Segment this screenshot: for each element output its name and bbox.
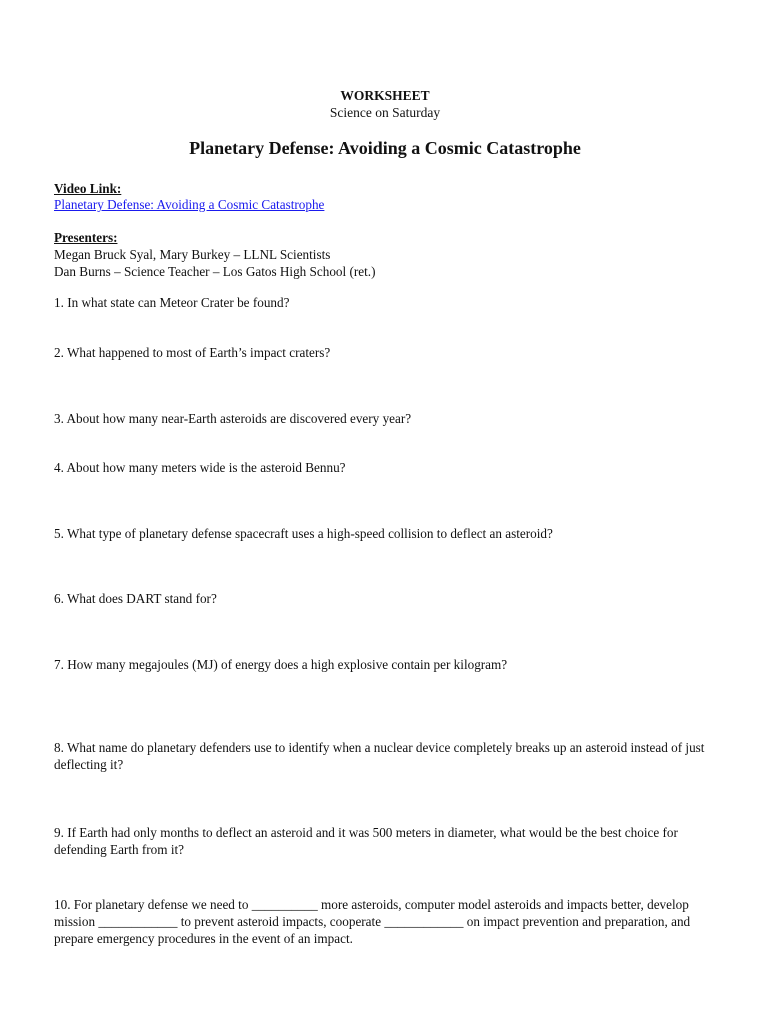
question-4: 4. About how many meters wide is the asteroid Bennu?: [54, 460, 346, 475]
question-5: 5. What type of planetary defense spacecraft uses a high-speed collision to deflect an asteroid?: [54, 526, 553, 541]
presenters-line-1: Megan Bruck Syal, Mary Burkey – LLNL Scientists: [54, 247, 331, 262]
question-1: 1. In what state can Meteor Crater be found?: [54, 295, 290, 310]
worksheet-subtitle: Science on Saturday: [329, 105, 441, 120]
question-8: 8. What name do planetary defenders use to identify when a nuclear device completely breaks up an asteroid instead of just deflecting it?: [54, 740, 705, 772]
video-link-heading: Video Link:: [54, 181, 122, 196]
worksheet-label: WORKSHEET: [340, 88, 430, 103]
question-3: 3. About how many near-Earth asteroids are discovered every year?: [54, 411, 412, 426]
question-10: 10. For planetary defense we need to __________ more asteroids, computer model asteroids and impacts better, develop mission ____________ to prevent asteroid impacts, cooperate ____________ on impact prevention and preparation, and prepare emergency procedures in the event of an impact.: [54, 897, 691, 946]
question-7: 7. How many megajoules (MJ) of energy does a high explosive contain per kilogram?: [54, 657, 508, 672]
question-9: 9. If Earth had only months to deflect an asteroid and it was 500 meters in diameter, what would be the best choice for defending Earth from it?: [54, 825, 678, 857]
question-2: 2. What happened to most of Earth’s impact craters?: [54, 345, 331, 360]
question-6: 6. What does DART stand for?: [54, 591, 217, 606]
presenters-heading: Presenters:: [54, 230, 118, 245]
video-link[interactable]: Planetary Defense: Avoiding a Cosmic Catastrophe: [54, 197, 325, 212]
presenters-line-2: Dan Burns – Science Teacher – Los Gatos High School (ret.): [54, 264, 376, 279]
page-title: Planetary Defense: Avoiding a Cosmic Catastrophe: [189, 138, 581, 158]
video-link-line: [54, 196, 324, 213]
